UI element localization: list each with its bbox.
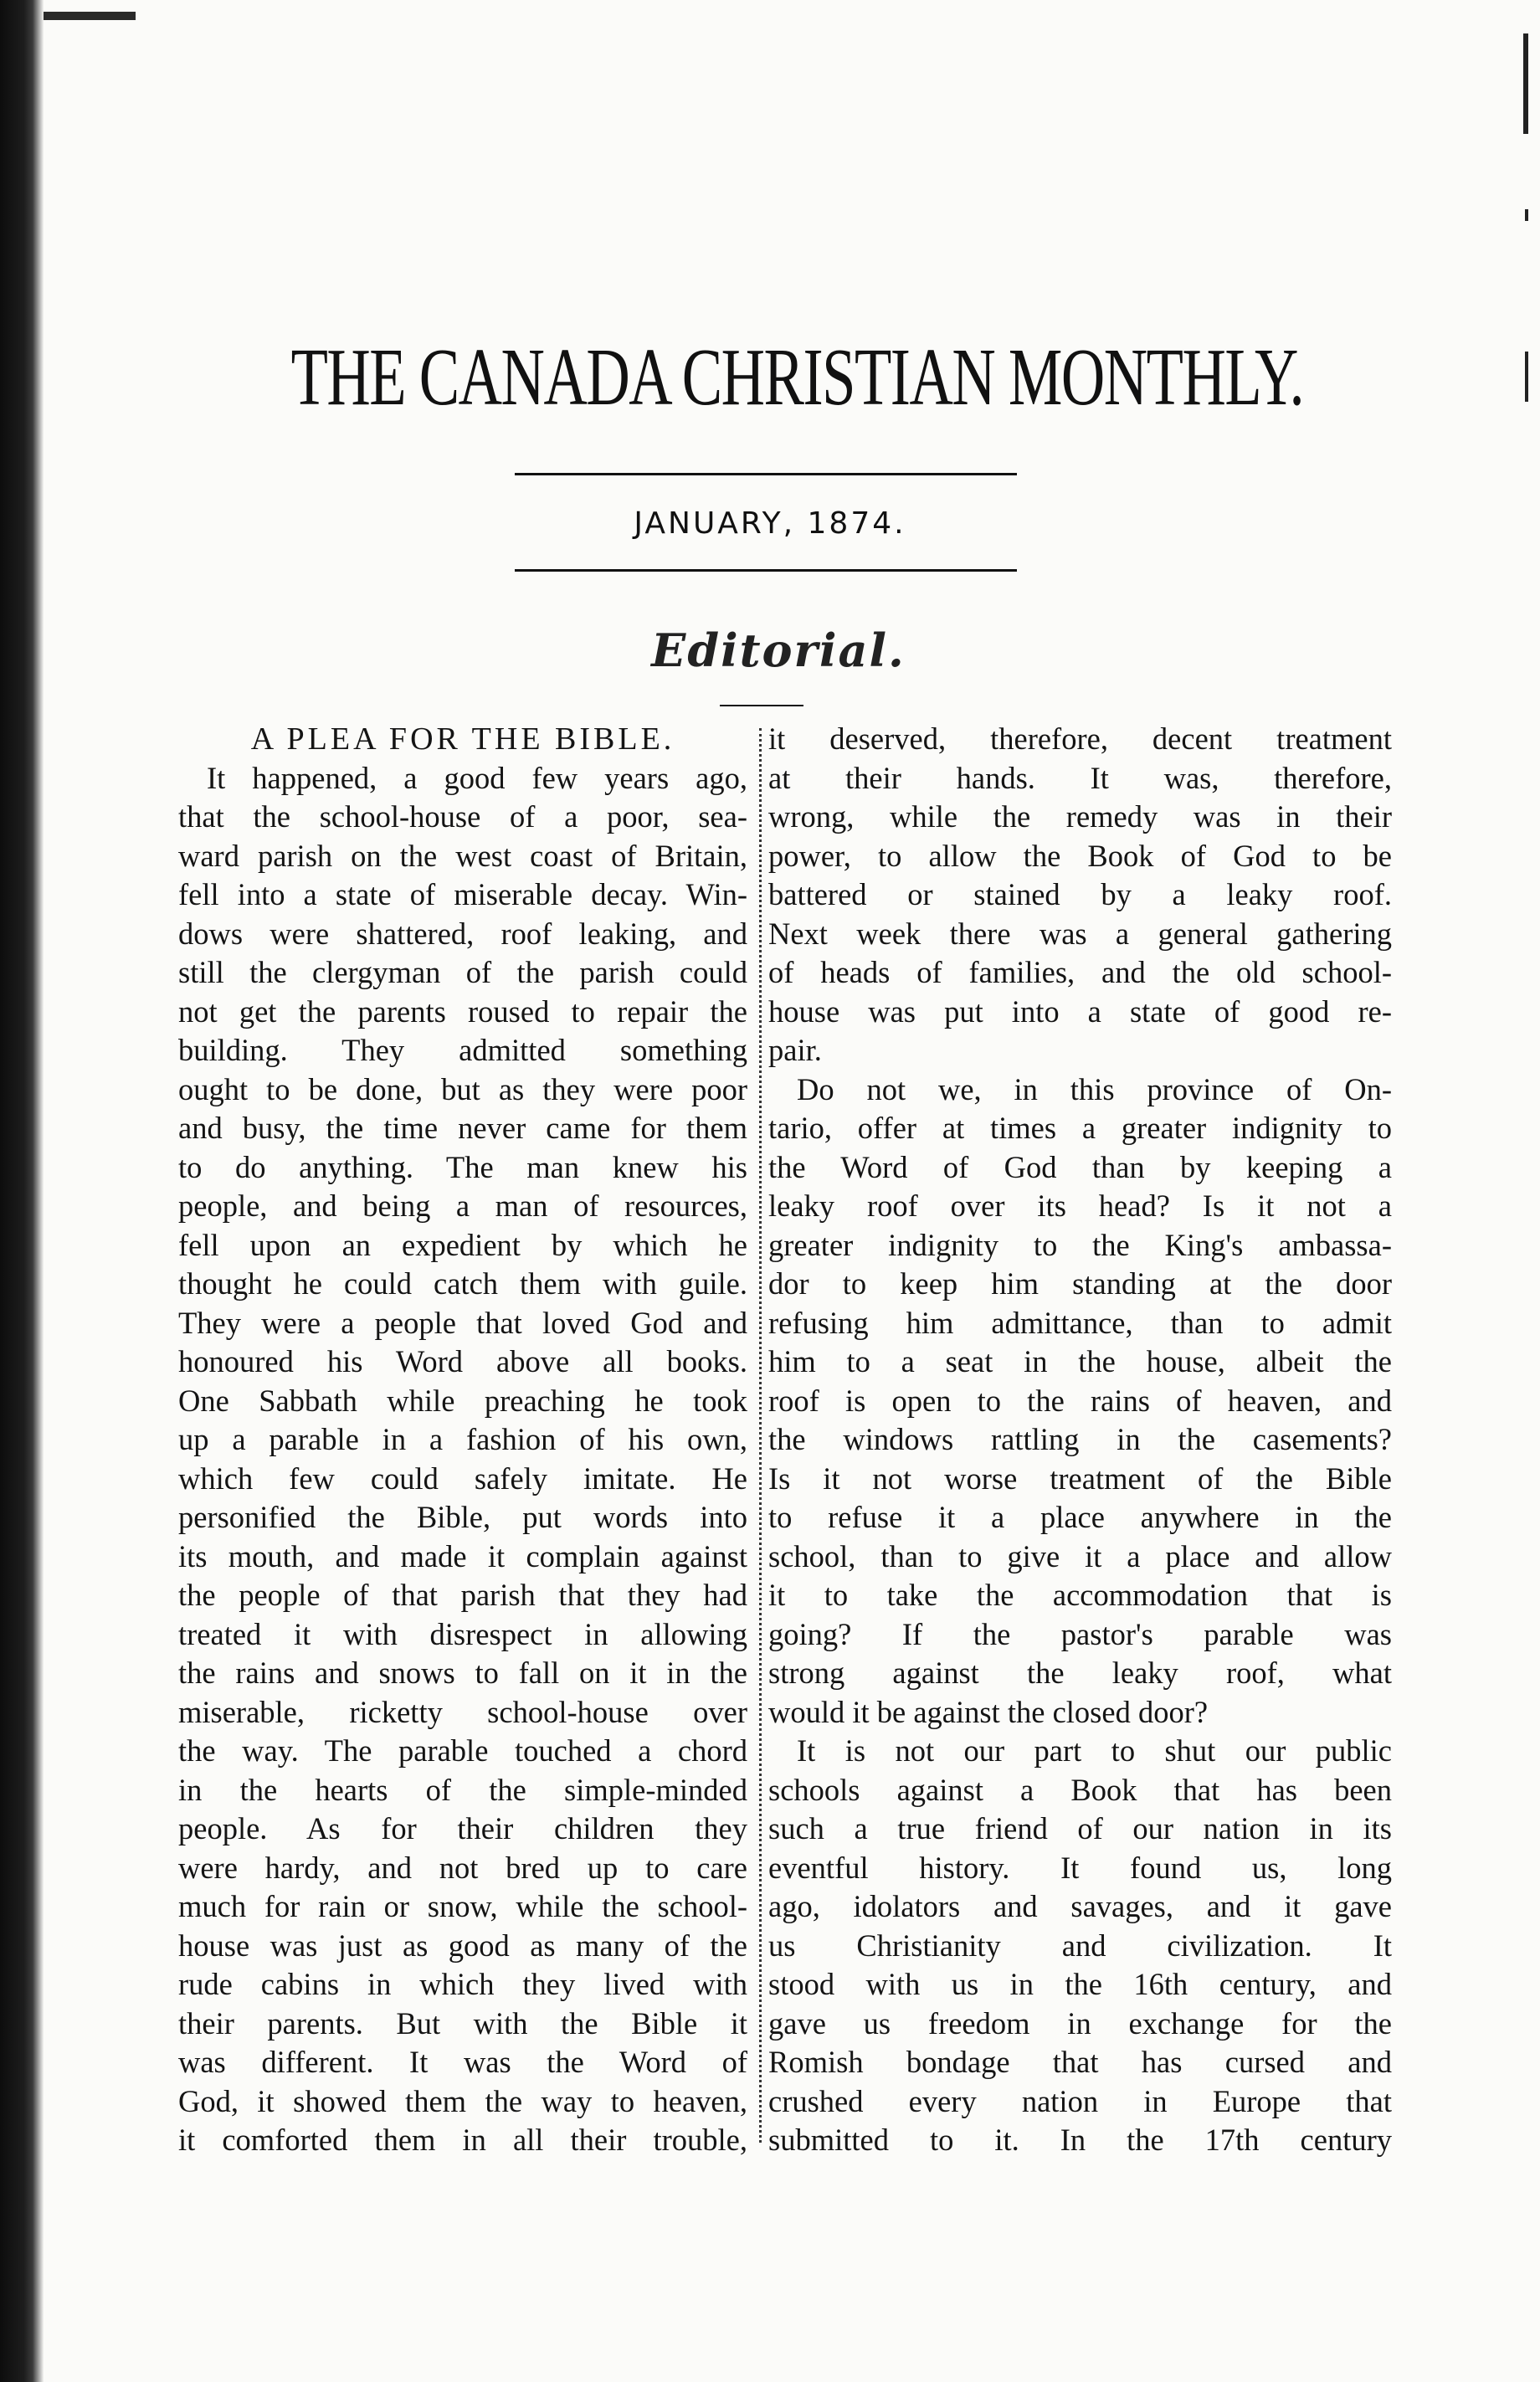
text-line: such a true friend of our nation in its (768, 1811, 1392, 1846)
text-line: stood with us in the 16th century, and (768, 1967, 1392, 2001)
text-line: it deserved, therefore, decent treatment (768, 721, 1392, 756)
text-line: personified the Bible, put words into (178, 1500, 747, 1534)
text-line: the people of that parish that they had (178, 1578, 747, 1612)
text-line: in the hearts of the simple-minded (178, 1772, 747, 1807)
text-line: it comforted them in all their trouble, (178, 2123, 747, 2157)
text-line: house was just as good as many of the (178, 1928, 747, 1963)
scan-mark (1525, 209, 1528, 221)
text-line: One Sabbath while preaching he took (178, 1383, 747, 1418)
text-line: strong against the leaky roof, what (768, 1656, 1392, 1690)
text-line: of heads of families, and the old school- (768, 955, 1392, 989)
text-line: miserable, ricketty school-house over (178, 1694, 747, 1729)
text-line: It happened, a good few years ago, (207, 760, 747, 795)
text-line: fell into a state of miserable decay. Win- (178, 877, 747, 911)
text-line: going? If the pastor's parable was (768, 1616, 1392, 1651)
text-line: roof is open to the rains of heaven, and (768, 1383, 1392, 1418)
text-line: would it be against the closed door? (768, 1694, 1209, 1729)
text-line: school, than to give it a place and allow (768, 1538, 1392, 1573)
text-line: ago, idolators and savages, and it gave (768, 1889, 1392, 1923)
text-line: battered or stained by a leaky roof. (768, 877, 1392, 911)
text-line: gave us freedom in exchange for the (768, 2005, 1392, 2041)
text-line: They were a people that loved God and (178, 1305, 747, 1340)
text-line: the rains and snows to fall on it in the (178, 1656, 747, 1690)
masthead-title: THE CANADA CHRISTIAN MONTHLY. (290, 332, 1304, 423)
text-line: greater indignity to the King's ambassa- (768, 1227, 1392, 1262)
text-line: which few could safely imitate. He (178, 1461, 747, 1496)
scan-mark (1523, 33, 1528, 134)
text-line: at their hands. It was, therefore, (768, 760, 1392, 795)
text-line: it to take the accommodation that is (768, 1578, 1392, 1612)
text-line: ward parish on the west coast of Britain, (178, 838, 747, 873)
text-line: power, to allow the Book of God to be (768, 838, 1392, 873)
binding-edge-top (44, 12, 136, 20)
scan-mark (1525, 352, 1528, 402)
text-line: eventful history. It found us, long (768, 1850, 1392, 1885)
text-line: their parents. But with the Bible it (178, 2005, 747, 2041)
text-line: treated it with disrespect in allowing (178, 1616, 747, 1651)
section-rule (720, 705, 803, 706)
text-line: pair. (768, 1033, 822, 1067)
masthead-rule-bottom (515, 569, 1017, 572)
binding-edge (0, 0, 44, 2382)
text-line: It is not our part to shut our public (797, 1733, 1392, 1768)
section-heading: Editorial. (651, 624, 906, 677)
text-line: the Word of God than by keeping a (768, 1149, 1392, 1184)
masthead-rule-top (515, 473, 1017, 475)
text-line: honoured his Word above all books. (178, 1344, 747, 1378)
text-line: people. As for their children they (178, 1811, 747, 1846)
text-line: that the school-house of a poor, sea- (178, 799, 747, 834)
text-line: its mouth, and made it complain against (178, 1538, 747, 1573)
text-line: God, it showed them the way to heaven, (178, 2083, 747, 2118)
column-divider (759, 728, 762, 2143)
text-line: ought to be done, but as they were poor (178, 1071, 747, 1106)
text-line: leaky roof over its head? Is it not a (768, 1188, 1392, 1223)
text-line: house was put into a state of good re- (768, 993, 1392, 1029)
text-line: people, and being a man of resources, (178, 1188, 747, 1223)
text-line: were hardy, and not bred up to care (178, 1850, 747, 1885)
text-line: thought he could catch them with guile. (178, 1266, 747, 1301)
text-line: refusing him admittance, than to admit (768, 1305, 1392, 1340)
text-line: the windows rattling in the casements? (768, 1422, 1392, 1456)
text-line: dows were shattered, roof leaking, and (178, 916, 747, 951)
text-line: Next week there was a general gathering (768, 916, 1392, 951)
text-line: up a parable in a fashion of his own, (178, 1422, 747, 1456)
text-line: to do anything. The man knew his (178, 1149, 747, 1184)
issue-date: JANUARY, 1874. (634, 506, 906, 541)
text-line: still the clergyman of the parish could (178, 955, 747, 989)
text-line: submitted to it. In the 17th century (768, 2123, 1392, 2157)
text-line: him to a seat in the house, albeit the (768, 1344, 1392, 1378)
text-line: wrong, while the remedy was in their (768, 799, 1392, 834)
text-line: the way. The parable touched a chord (178, 1733, 747, 1768)
text-line: crushed every nation in Europe that (768, 2083, 1392, 2118)
article-column-right (768, 720, 1392, 2160)
text-line: not get the parents roused to repair the (178, 993, 747, 1029)
article-column-left (178, 720, 747, 2160)
text-line: Romish bondage that has cursed and (768, 2045, 1392, 2079)
text-line: us Christianity and civilization. It (768, 1928, 1392, 1963)
text-line: dor to keep him standing at the door (768, 1266, 1392, 1301)
text-line: Is it not worse treatment of the Bible (768, 1461, 1392, 1496)
text-line: and busy, the time never came for them (178, 1111, 747, 1145)
text-line: building. They admitted something (178, 1033, 747, 1067)
text-line: to refuse it a place anywhere in the (768, 1500, 1392, 1534)
text-line: much for rain or snow, while the school- (178, 1889, 747, 1923)
article-title: A PLEA FOR THE BIBLE. (250, 721, 675, 757)
text-line: Do not we, in this province of On- (797, 1071, 1392, 1106)
text-line: tario, offer at times a greater indignity to (768, 1111, 1392, 1145)
text-line: rude cabins in which they lived with (178, 1967, 747, 2001)
text-line: was different. It was the Word of (178, 2045, 747, 2079)
text-line: schools against a Book that has been (768, 1772, 1392, 1807)
text-line: fell upon an expedient by which he (178, 1227, 747, 1262)
